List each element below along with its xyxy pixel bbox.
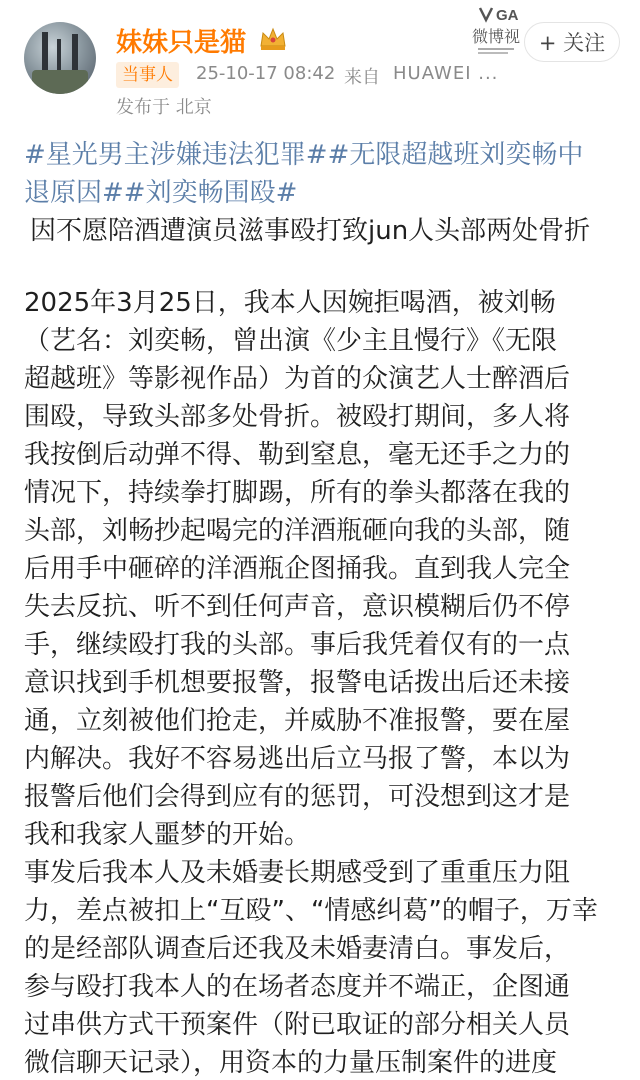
- paragraph-line: （艺名：刘奕畅，曾出演《少主且慢行》《无限: [24, 326, 558, 356]
- paragraph-line: 过串供方式干预案件（附已取证的部分相关人员: [24, 1010, 571, 1040]
- paragraph-line: 力，差点被扣上“互殴”、“情感纠葛”的帽子，万幸: [24, 896, 598, 926]
- post-headline: 因不愿陪酒遭演员滋事殴打致jun人头部两处骨折: [30, 216, 591, 246]
- paragraph-line: 头部，刘畅抄起喝完的洋酒瓶砸向我的头部，随: [24, 516, 571, 546]
- source-device[interactable]: HUAWEI ...: [393, 63, 499, 84]
- paragraph-line: 通，立刻被他们抢走，并威胁不准报警，要在屋: [24, 706, 571, 736]
- paragraph-line: 事发后我本人及未婚妻长期感受到了重重压力阻: [24, 858, 571, 888]
- paragraph-line: 手，继续殴打我的头部。事后我凭着仅有的一点: [24, 630, 571, 660]
- paragraph-line: 意识找到手机想要报警，报警电话拨出后还未接: [24, 668, 571, 698]
- paragraph-line: 围殴，导致头部多处骨折。被殴打期间，多人将: [24, 402, 571, 432]
- source-label: 来自: [344, 67, 380, 88]
- post-header: [0, 0, 640, 128]
- paragraph-line: 我和我家人噩梦的开始。: [24, 820, 311, 850]
- username[interactable]: 妹妹只是猫: [116, 28, 247, 58]
- paragraph-line: 后用手中砸碎的洋酒瓶企图捅我。直到我人完全: [24, 554, 571, 584]
- hashtag-line[interactable]: #星光男主涉嫌违法犯罪##无限超越班刘奕畅中: [24, 140, 584, 170]
- paragraph-line: 的是经部队调查后还我及未婚妻清白。事发后，: [24, 934, 571, 964]
- paragraph-line: 2025年3月25日，我本人因婉拒喝酒，被刘畅: [24, 288, 556, 318]
- paragraph-line: 失去反抗、听不到任何声音，意识模糊后仍不停: [24, 592, 571, 622]
- post-location: 发布于 北京: [116, 97, 212, 118]
- paragraph-line: 我按倒后动弹不得、勒到窒息，毫无还手之力的: [24, 440, 571, 470]
- follow-button[interactable]: + 关注: [524, 22, 620, 62]
- crown-icon: [258, 26, 288, 52]
- party-badge: 当事人: [116, 62, 179, 88]
- paragraph-line: 超越班》等影视作品）为首的众演艺人士醉酒后: [24, 364, 571, 394]
- post-timestamp: 25-10-17 08:42: [196, 63, 336, 84]
- paragraph-line: 参与殴打我本人的在场者态度并不端正，企图通: [24, 972, 571, 1002]
- paragraph-line: 报警后他们会得到应有的惩罚，可没想到这才是: [24, 782, 571, 812]
- paragraph-line: 内解决。我好不容易逃出后立马报了警，本以为: [24, 744, 571, 774]
- paragraph-line: 微信聊天记录），用资本的力量压制案件的进度: [24, 1048, 558, 1078]
- paragraph-line: 情况下，持续拳打脚踢，所有的拳头都落在我的: [24, 478, 571, 508]
- hashtag-line[interactable]: 退原因##刘奕畅围殴#: [24, 178, 298, 208]
- avatar[interactable]: [24, 22, 96, 94]
- svg-text:微博视: 微博视: [472, 27, 521, 46]
- svg-text:GA: GA: [496, 7, 519, 24]
